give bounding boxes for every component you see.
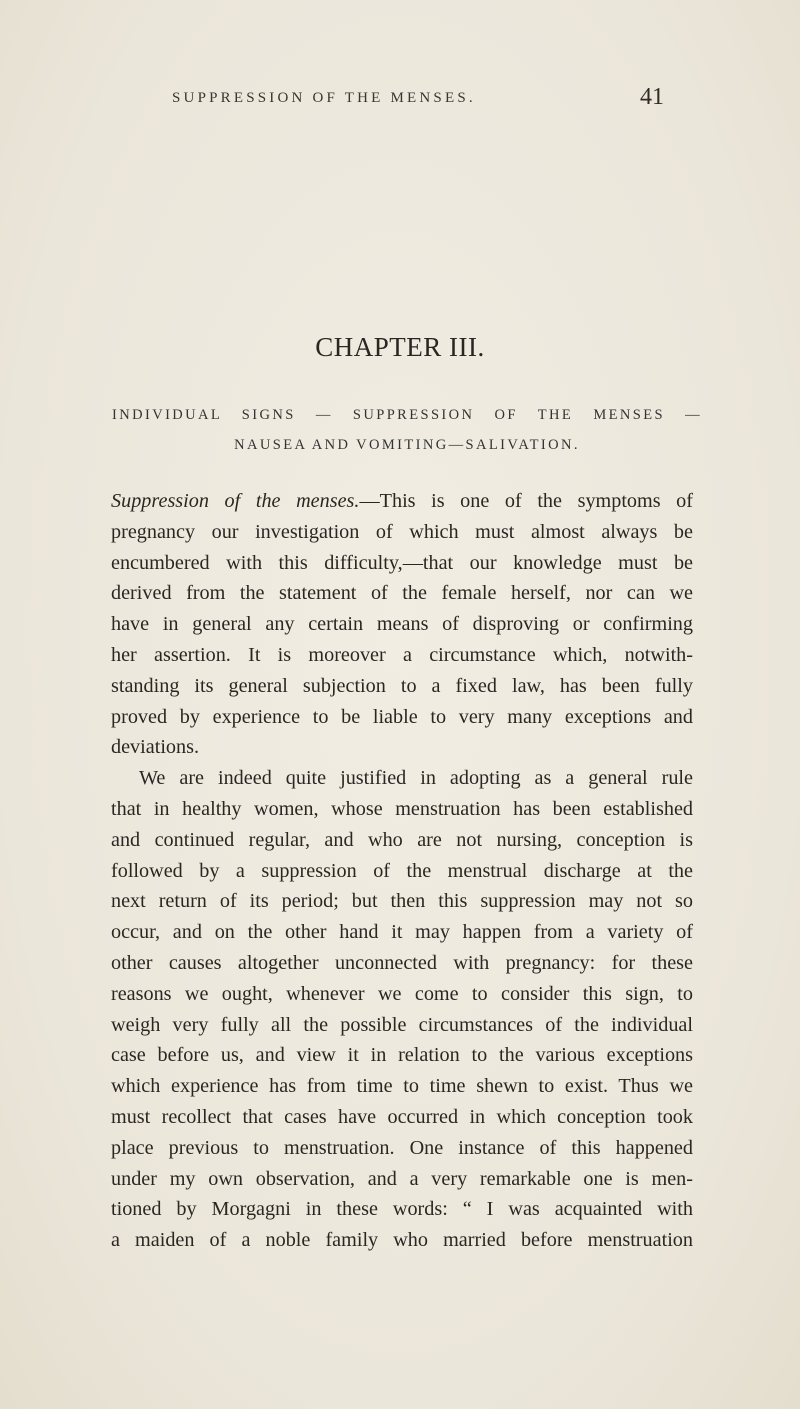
text-line: proved by experience to be liable to very many exceptions and (111, 705, 693, 728)
text-line: which experience has from time to time shewn to exist. Thus we (111, 1075, 693, 1098)
text-line: a maiden of a noble family who married before menstruation (111, 1229, 693, 1252)
text-line: derived from the statement of the female herself, nor can we (111, 582, 693, 605)
text-line: pregnancy our investigation of which must almost always be (111, 520, 693, 543)
text-line: and continued regular, and who are not nursing, conception is (111, 828, 693, 851)
text-line: have in general any certain means of disproving or confirming (111, 613, 693, 636)
text-line: encumbered with this difficulty,—that our knowledge must be (111, 551, 693, 574)
text-line: next return of its period; but then this suppression may not so (111, 890, 693, 913)
text-line: her assertion. It is moreover a circumstance which, notwith- (111, 643, 693, 666)
text-line: We are indeed quite justified in adopting as a general rule (139, 767, 693, 790)
text-line: must recollect that cases have occurred in which conception took (111, 1105, 693, 1128)
running-head (0, 84, 800, 114)
text-line: followed by a suppression of the menstrual discharge at the (111, 859, 693, 882)
text-line: reasons we ought, whenever we come to consider this sign, to (111, 982, 693, 1005)
text-line: weigh very fully all the possible circumstances of the individual (111, 1013, 693, 1036)
chapter-summary (112, 400, 702, 460)
text-fragment: —This is one of the symptoms of (359, 490, 693, 512)
body-text (111, 486, 693, 1256)
running-title: SUPPRESSION OF THE MENSES. (172, 90, 476, 106)
text-line: tioned by Morgagni in these words: “ I was acquainted with (111, 1198, 693, 1221)
text-line: occur, and on the other hand it may happen from a variety of (111, 921, 693, 944)
text-line: place previous to menstruation. One instance of this happened (111, 1136, 693, 1159)
page-number: 41 (640, 84, 664, 110)
text-line: under my own observation, and a very remarkable one is men- (111, 1167, 693, 1190)
text-line: deviations. (111, 736, 200, 759)
chapter-summary-line: INDIVIDUAL SIGNS — SUPPRESSION OF THE MENSES — (112, 407, 702, 423)
chapter-summary-line: NAUSEA AND VOMITING—SALIVATION. (234, 437, 580, 453)
section-lead-italic: Suppression of the menses. (111, 490, 360, 512)
text-line: case before us, and view it in relation to the various exceptions (111, 1044, 693, 1067)
text-line (111, 486, 693, 517)
text-line: that in healthy women, whose menstruation has been established (111, 797, 693, 820)
text-line: standing its general subjection to a fixed law, has been fully (111, 674, 693, 697)
chapter-title: CHAPTER III. (315, 332, 485, 362)
text-line: other causes altogether unconnected with pregnancy: for these (111, 951, 693, 974)
